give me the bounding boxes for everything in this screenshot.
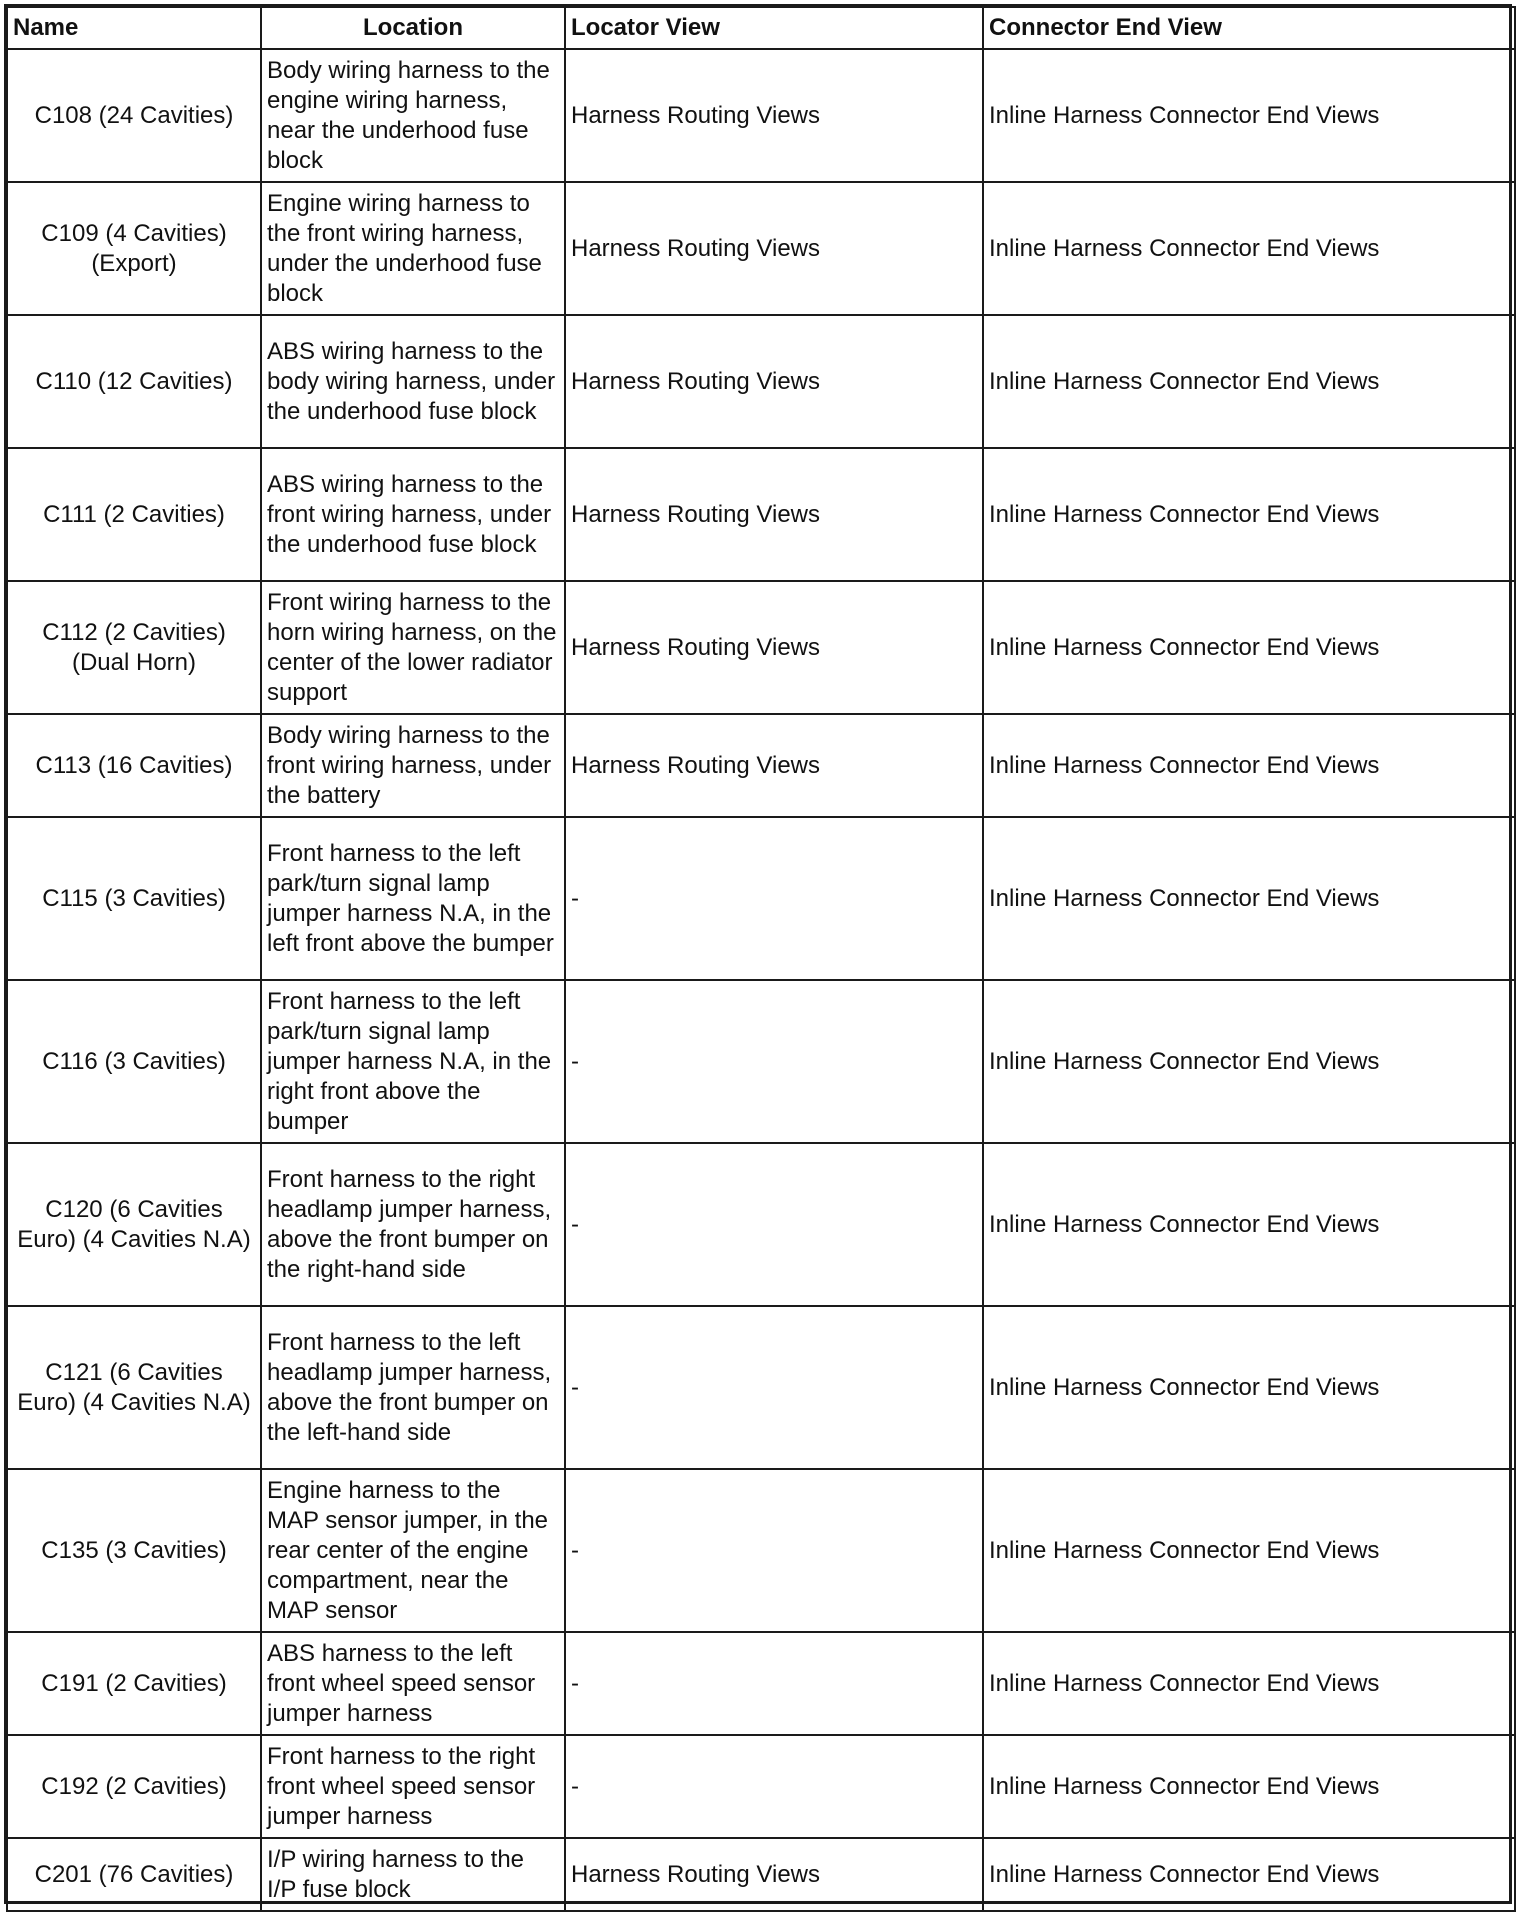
cell-name: C110 (12 Cavities) [7, 315, 261, 448]
table-row [7, 714, 1515, 817]
table-row [7, 182, 1515, 315]
cell-location: Body wiring harness to the engine wiring harness, near the underhood fuse block [261, 49, 565, 182]
table-row [7, 980, 1515, 1143]
cell-connector-end-view: Inline Harness Connector End Views [983, 1143, 1515, 1306]
cell-name: C191 (2 Cavities) [7, 1632, 261, 1735]
cell-locator-view: - [565, 1306, 983, 1469]
cell-connector-end-view: Inline Harness Connector End Views [983, 581, 1515, 714]
table-row [7, 581, 1515, 714]
cell-connector-end-view: Inline Harness Connector End Views [983, 49, 1515, 182]
cell-locator-view: - [565, 1143, 983, 1306]
cell-location: Front harness to the left park/turn signal lamp jumper harness N.A, in the right front above the bumper [261, 980, 565, 1143]
cell-name: C120 (6 Cavities Euro) (4 Cavities N.A) [7, 1143, 261, 1306]
cell-location: Body wiring harness to the front wiring harness, under the battery [261, 714, 565, 817]
cell-name: C112 (2 Cavities) (Dual Horn) [7, 581, 261, 714]
cell-locator-view: - [565, 980, 983, 1143]
cell-name: C108 (24 Cavities) [7, 49, 261, 182]
cell-locator-view: Harness Routing Views [565, 49, 983, 182]
cell-location: ABS harness to the left front wheel speed sensor jumper harness [261, 1632, 565, 1735]
cell-locator-view: Harness Routing Views [565, 581, 983, 714]
cell-locator-view: Harness Routing Views [565, 1838, 983, 1911]
table-row [7, 1306, 1515, 1469]
cell-connector-end-view: Inline Harness Connector End Views [983, 1469, 1515, 1632]
cell-location: ABS wiring harness to the body wiring harness, under the underhood fuse block [261, 315, 565, 448]
header-name: Name [7, 7, 261, 49]
cell-locator-view: - [565, 1735, 983, 1838]
table-row [7, 448, 1515, 581]
cell-connector-end-view: Inline Harness Connector End Views [983, 1838, 1515, 1911]
cell-location: ABS wiring harness to the front wiring harness, under the underhood fuse block [261, 448, 565, 581]
table-row [7, 1632, 1515, 1735]
table-row [7, 49, 1515, 182]
header-location: Location [261, 7, 565, 49]
cell-connector-end-view: Inline Harness Connector End Views [983, 980, 1515, 1143]
table-header-row [7, 7, 1515, 49]
cell-connector-end-view: Inline Harness Connector End Views [983, 448, 1515, 581]
cell-location: I/P wiring harness to the I/P fuse block [261, 1838, 565, 1911]
table-row [7, 1469, 1515, 1632]
cell-locator-view: Harness Routing Views [565, 714, 983, 817]
cell-name: C113 (16 Cavities) [7, 714, 261, 817]
cell-connector-end-view: Inline Harness Connector End Views [983, 182, 1515, 315]
table-row [7, 817, 1515, 980]
cell-locator-view: - [565, 1469, 983, 1632]
cell-name: C135 (3 Cavities) [7, 1469, 261, 1632]
cell-location: Engine wiring harness to the front wiring harness, under the underhood fuse block [261, 182, 565, 315]
cell-location: Front harness to the left park/turn signal lamp jumper harness N.A, in the left front above the bumper [261, 817, 565, 980]
connector-table [6, 6, 1516, 1912]
cell-name: C121 (6 Cavities Euro) (4 Cavities N.A) [7, 1306, 261, 1469]
cell-name: C111 (2 Cavities) [7, 448, 261, 581]
table-row [7, 1735, 1515, 1838]
cell-name: C192 (2 Cavities) [7, 1735, 261, 1838]
table-row [7, 1143, 1515, 1306]
cell-connector-end-view: Inline Harness Connector End Views [983, 714, 1515, 817]
cell-locator-view: Harness Routing Views [565, 315, 983, 448]
cell-connector-end-view: Inline Harness Connector End Views [983, 1306, 1515, 1469]
cell-locator-view: - [565, 817, 983, 980]
cell-name: C116 (3 Cavities) [7, 980, 261, 1143]
cell-connector-end-view: Inline Harness Connector End Views [983, 817, 1515, 980]
cell-connector-end-view: Inline Harness Connector End Views [983, 1735, 1515, 1838]
cell-location: Front harness to the left headlamp jumper harness, above the front bumper on the left-hand side [261, 1306, 565, 1469]
cell-location: Front harness to the right headlamp jumper harness, above the front bumper on the right-hand side [261, 1143, 565, 1306]
cell-locator-view: Harness Routing Views [565, 182, 983, 315]
cell-location: Front wiring harness to the horn wiring harness, on the center of the lower radiator support [261, 581, 565, 714]
cell-locator-view: - [565, 1632, 983, 1735]
header-locator-view: Locator View [565, 7, 983, 49]
cell-connector-end-view: Inline Harness Connector End Views [983, 315, 1515, 448]
cell-name: C115 (3 Cavities) [7, 817, 261, 980]
cell-location: Front harness to the right front wheel speed sensor jumper harness [261, 1735, 565, 1838]
cell-name: C201 (76 Cavities) [7, 1838, 261, 1911]
document-page [6, 6, 1514, 1912]
header-connector-end-view: Connector End View [983, 7, 1515, 49]
cell-location: Engine harness to the MAP sensor jumper, in the rear center of the engine compartment, near the MAP sensor [261, 1469, 565, 1632]
cell-connector-end-view: Inline Harness Connector End Views [983, 1632, 1515, 1735]
table-row [7, 315, 1515, 448]
cell-name: C109 (4 Cavities) (Export) [7, 182, 261, 315]
cell-locator-view: Harness Routing Views [565, 448, 983, 581]
table-row [7, 1838, 1515, 1911]
